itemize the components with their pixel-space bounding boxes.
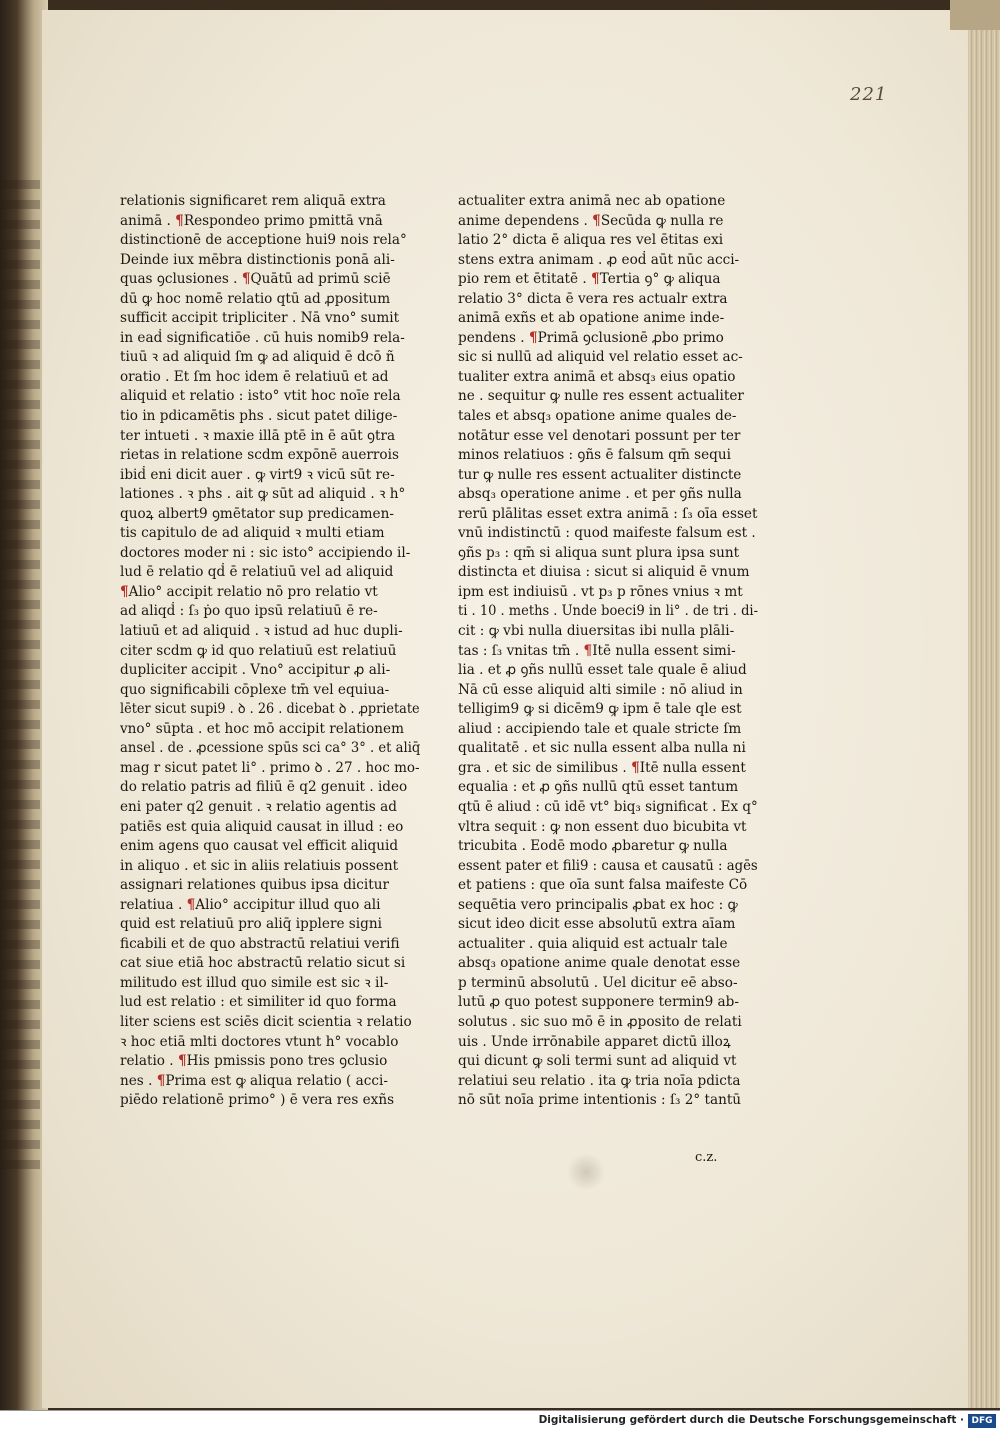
text-line: patiēs est quia aliquid causat in illud : eo (120, 818, 404, 835)
text-line: ad aliqḋ : ſ₃ ṗo quo ipsū relatiuū ē re- (120, 603, 378, 620)
text-line: essent pater et fili9 : causa et causatū : agēs (458, 857, 758, 874)
text-line: relatio . ¶His pmissis pono tres ꝯclusio (120, 1053, 388, 1070)
text-line: doctores moder ni : sic isto° accipiendo il- (120, 544, 411, 561)
text-line: lutū ꝓ quo potest supponere termin9 ab- (458, 994, 739, 1011)
paragraph-mark: ¶ (186, 896, 196, 913)
text-line: ter intueti . ꝛ maxie illā ptē in ē aūt ꝯtra (120, 427, 396, 444)
text-line: tricubita . Eodē modo ꝓbaretur ꝙ nulla (458, 838, 728, 855)
funding-credit: Digitalisierung gefördert durch die Deutsche Forschungsgemeinschaft · (538, 1414, 964, 1426)
text-line: p terminū absolutū . Uel dicitur eē abso- (458, 974, 738, 991)
dfg-logo: DFG (968, 1414, 996, 1428)
text-line: relatiui seu relatio . ita ꝙ tria noīa pdicta (458, 1072, 741, 1089)
text-line: relatiua . ¶Alio° accipitur illud quo ali (120, 896, 381, 913)
signature-mark: c.z. (695, 1150, 718, 1165)
text-line: latiuū et ad aliquid . ꝛ istud ad huc dupli- (120, 623, 403, 640)
paragraph-mark: ¶ (175, 212, 184, 229)
text-line: nō sūt noīa prime intentionis : ſ₃ 2° tantū (458, 1092, 742, 1109)
text-line: Nā cū esse aliquid alti simile : nō aliud in (458, 681, 743, 698)
text-line: oratio . Et ſm hoc idem ē relatiuū et ad (120, 368, 389, 385)
text-line: aliud : accipiendo tale et quale stricte ſm (458, 720, 742, 737)
text-line: telligim9 ꝙ si dicēm9 ꝙ ipm ē tale qle est (458, 701, 742, 718)
text-line: do relatio patris ad filiū ē q2 genuit . ideo (120, 779, 408, 796)
text-line: tiuū ꝛ ad aliquid ſm ꝙ ad aliquid ē dcō ñ (120, 349, 395, 366)
text-line: notātur esse vel denotari possunt per ter (458, 427, 741, 444)
text-line: uis . Unde irrōnabile apparet dictū illoꝝ (458, 1033, 731, 1050)
text-line: qualitatē . et sic nulla essent alba nulla ni (458, 740, 746, 757)
paragraph-mark: ¶ (528, 329, 538, 346)
text-line: lud ē relatio qḋ ē relatiuū vel ad aliquid (120, 564, 394, 581)
text-line: sufficit accipit tripliciter . Nā vno° sumit (120, 310, 400, 327)
right-text-column (458, 192, 758, 1111)
text-line: ficabili et de quo abstractū relatiui verifi (120, 935, 400, 952)
text-line: citer scdm ꝙ id quo relatiuū est relatiuū (120, 642, 397, 659)
text-line: dupliciter accipit . Vno° accipitur ꝓ ali- (120, 662, 391, 679)
text-line: tur ꝙ nulle res essent actualiter distincte (458, 466, 742, 483)
text-line: pendens . ¶Primā ꝯclusionē ꝓbo primo (458, 329, 724, 346)
text-line: qui dicunt ꝙ soli termi sunt ad aliquid vt (458, 1053, 737, 1070)
text-line: quo significabili cōplexe tm̄ vel equiua- (120, 681, 390, 698)
text-line: tualiter extra animā et absq₃ eius opatio (458, 368, 736, 385)
text-line: ꝛ hoc etiā mlti doctores vtunt h° vocablo (120, 1033, 399, 1050)
text-line: animā . ¶Respondeo primo pmittā vnā (120, 212, 383, 229)
text-line: ansel . de . ꝓcessione spūs sci ca° 3° . et aliq̄ (120, 740, 421, 757)
text-line: solutus . sic suo mō ē in ꝓposito de relati (458, 1013, 742, 1030)
text-line: lationes . ꝛ phs . ait ꝙ sūt ad aliquid . ꝛ h° (120, 486, 406, 503)
text-line: ti . 10 . meths . Unde boeci9 in li° . de tri . di- (458, 603, 758, 620)
text-line: lia . et ꝓ ꝯñs nullū esset tale quale ē aliud (458, 662, 747, 679)
text-line: cat siue etiā hoc abstractū relatio sicut si (120, 955, 406, 972)
text-line: cit : ꝙ vbi nulla diuersitas ibi nulla plāli- (458, 623, 735, 640)
text-line: nes . ¶Prima est ꝙ aliqua relatio ( acci- (120, 1072, 388, 1089)
text-line: quoꝝ albert9 ꝯmētator sup predicamen- (120, 505, 394, 522)
text-line: pio rem et ētitatē . ¶Tertia ꝯ° ꝙ aliqua (458, 271, 721, 288)
text-line: quid est relatiuū pro aliq̄ ipplere signi (120, 916, 382, 933)
footer-bar (0, 1410, 1000, 1432)
paragraph-mark: ¶ (583, 642, 593, 659)
text-line: qtū ē aliud : cū idē vt° biq₃ significat . Ex q° (458, 798, 758, 815)
book-fore-edge (968, 20, 1000, 1408)
text-line: ibiḋ eni dicit auer . ꝙ virt9 ꝛ vicū sūt re- (120, 466, 395, 483)
text-line: tas : ſ₃ vnitas tm̄ . ¶Itē nulla essent simi- (458, 642, 736, 659)
folio-number: 221 (850, 84, 888, 105)
paragraph-mark: ¶ (241, 271, 251, 288)
text-line: stens extra animam . ꝓ eoḋ aūt nūc acci- (458, 251, 740, 268)
text-line: actualiter . quia aliquid est actualr tale (458, 935, 728, 952)
text-line: latio 2° dicta ē aliqua res vel ētitas exi (458, 232, 724, 249)
text-line: distincta et diuisa : sicut si aliquid ē vnum (458, 564, 750, 581)
text-line: vno° sūpta . et hoc mō accipit relationem (120, 720, 404, 737)
text-line: rerū plālitas esset extra animā : ſ₃ oīa esset (458, 505, 758, 522)
text-line: ne . sequitur ꝙ nulle res essent actualiter (458, 388, 744, 405)
text-line: eni pater q2 genuit . ꝛ relatio agentis ad (120, 798, 397, 815)
text-line: vnū indistinctū : quod maifeste falsum est . (458, 525, 756, 542)
left-text-column (120, 192, 420, 1111)
text-line: enim agens quo causat vel efficit aliquid (120, 838, 399, 855)
text-line: animā exñs et ab opatione anime inde- (458, 310, 725, 327)
book-top-edge (950, 0, 1000, 30)
text-line: assignari relationes quibus ipsa dicitur (120, 877, 389, 894)
text-line: vltra sequit : ꝙ non essent duo bicubita vt (458, 818, 747, 835)
paragraph-mark: ¶ (592, 212, 601, 229)
ink-smudge (568, 1152, 604, 1192)
text-line: sic si nullū ad aliquid vel relatio esset ac- (458, 349, 743, 366)
text-line: mag r sicut patet li° . primo ꝺ . 27 . hoc mo- (120, 759, 420, 776)
text-line: et patiens : que oīa sunt falsa maifeste Cō (458, 877, 748, 894)
text-line: equalia : et ꝓ ꝯñs nullū qtū esset tantum (458, 779, 739, 796)
text-line: relationis significaret rem aliquā extra (120, 193, 386, 209)
paragraph-mark: ¶ (177, 1053, 187, 1070)
text-line: in eaḋ significatiōe . cū huis nomib9 rela- (120, 329, 405, 346)
text-line: anime dependens . ¶Secūda ꝙ nulla re (458, 212, 724, 229)
text-line: ipm est indiuisū . vt p₃ p rōnes vnius ꝛ mt (458, 583, 743, 600)
text-line: aliquid et relatio : isto° vtit hoc noīe rela (120, 388, 401, 405)
text-line: relatio 3° dicta ē vera res actualr extra (458, 290, 728, 307)
text-line: lud est relatio : et similiter id quo forma (120, 994, 397, 1011)
text-line: quas ꝯclusiones . ¶Quātū ad primū sciē (120, 271, 391, 288)
text-line: ꝯñs p₃ : qm̄ si aliqua sunt plura ipsa sunt (458, 544, 740, 561)
text-line: liter sciens est sciēs dicit scientia ꝛ relatio (120, 1013, 412, 1030)
text-line: actualiter extra animā nec ab opatione (458, 193, 726, 209)
text-line: tio in pdicamētis phs . sicut patet dilige- (120, 408, 398, 425)
paragraph-mark: ¶ (156, 1072, 166, 1089)
text-line: piēdo relationē primo° ) ē vera res exñs (120, 1092, 395, 1109)
text-line: lēter sicut supi9 . ꝺ . 26 . dicebat ꝺ . ꝓprietate (120, 701, 420, 718)
text-line: rietas in relatione scdm expōnē auerrois (120, 447, 399, 464)
text-line: gra . et sic de similibus . ¶Itē nulla essent (458, 759, 746, 776)
paragraph-mark: ¶ (591, 271, 600, 288)
text-line: distinctionē de acceptione hui9 nois rela° (120, 232, 407, 249)
text-line: militudo est illud quo simile est sic ꝛ il- (120, 974, 389, 991)
text-line: sicut ideo dicit esse absolutū extra aīam (458, 916, 736, 933)
text-line: Deinde iux mēbra distinctionis ponā ali- (120, 251, 395, 268)
text-line: sequētia vero principalis ꝓbat ex hoc : ꝙ (458, 896, 738, 913)
paragraph-mark: ¶ (631, 759, 640, 776)
text-line: ¶Alio° accipit relatio nō pro relatio vt (120, 583, 378, 600)
text-line: minos relatiuos : ꝯñs ē falsum qm̄ sequi (458, 447, 731, 464)
text-line: absq₃ opatione anime quale denotat esse (458, 955, 741, 972)
text-line: dū ꝙ hoc nomē relatio qtū ad ꝓpositum (120, 290, 391, 307)
text-line: absq₃ operatione anime . et per ꝯñs nulla (458, 486, 742, 503)
text-line: tis capitulo de ad aliquid ꝛ multi etiam (120, 525, 385, 542)
paragraph-mark: ¶ (120, 583, 129, 600)
text-line: tales et absq₃ opatione anime quales de- (458, 408, 737, 425)
text-line: in aliquo . et sic in aliis relatiuis possent (120, 857, 399, 874)
